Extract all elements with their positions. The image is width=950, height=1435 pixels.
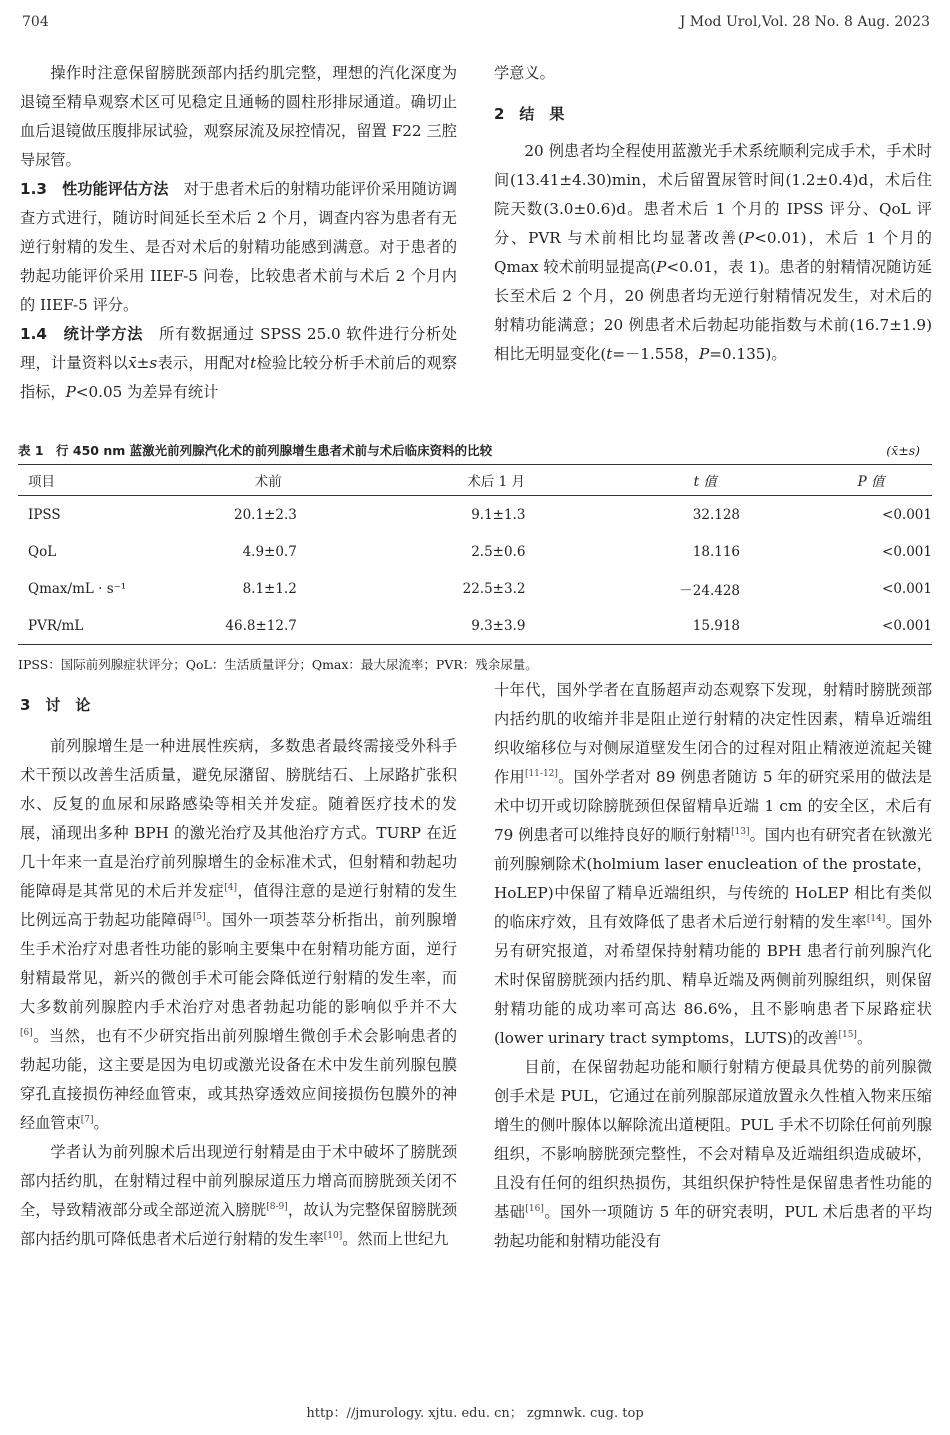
header-p: P 值 — [857, 474, 885, 490]
t-symbol: t — [606, 345, 613, 363]
cell-p: <0.001 — [882, 506, 932, 523]
discussion-right-column — [494, 676, 932, 1256]
table-row — [18, 570, 932, 607]
section-1-3 — [20, 175, 457, 320]
table-1 — [18, 438, 932, 645]
disc-text: 。 — [856, 1029, 873, 1047]
cell-post: 2.5±0.6 — [471, 543, 526, 560]
table-unit: (x̄±s) — [886, 443, 920, 458]
table-row — [18, 533, 932, 570]
citation-ref: [16] — [525, 1203, 544, 1214]
disc-text: ，值得注意的是逆行射精的发生比例远高于勃起功能障碍 — [20, 882, 458, 929]
header-t: t 值 — [693, 474, 717, 490]
discussion-left-column — [20, 691, 457, 1254]
discussion-paragraph-1 — [20, 732, 457, 1138]
results-text-c: <0.01，表 1)。患者的射精情况随访延长至术后 2 个月，20 例患者均无逆行射精情况发生，对术后的射精功能满意；20 例患者术后勃起功能指数与术前(16.7±1.9)相比无明显变化( — [494, 258, 932, 363]
t-symbol: t — [250, 354, 257, 372]
discussion-paragraph-4 — [494, 1053, 932, 1256]
discussion-paragraph-2 — [20, 1138, 457, 1254]
table-header-row — [18, 465, 932, 496]
disc-text: 。 — [93, 1114, 109, 1132]
cell-item: IPSS — [28, 506, 61, 523]
table-caption: 表 1 行 450 nm 蓝激光前列腺汽化术的前列腺增生患者术前与术后临床资料的比较 — [18, 443, 493, 458]
citation-ref: [11-12] — [524, 768, 558, 779]
citation-ref: [6] — [20, 1027, 33, 1038]
disc-text: 。国外一项随访 5 年的研究表明，PUL 术后患者的平均勃起功能和射精功能没有 — [494, 1203, 933, 1250]
cell-pre: 4.9±0.7 — [242, 543, 297, 560]
section-1-4 — [20, 320, 457, 407]
left-column-top — [20, 59, 457, 407]
table-note: IPSS：国际前列腺症状评分；QoL：生活质量评分；Qmax：最大尿流率；PVR：残余尿量。 — [18, 657, 538, 672]
citation-ref: [10] — [323, 1230, 343, 1241]
p-symbol: P — [743, 229, 755, 247]
header-item: 项目 — [28, 474, 55, 490]
footer-url: http：//jmurology. xjtu. edu. cn； zgmnwk. cug. top — [306, 1406, 644, 1421]
cell-t: －24.428 — [679, 582, 741, 599]
cell-t: 15.918 — [692, 617, 741, 634]
header-pre: 术前 — [254, 474, 282, 490]
disc-text: ，故认为完整保留膀胱颈部内括约肌可降低患者术后逆行射精的发生率 — [20, 1201, 458, 1248]
disc-text: 。国外一项荟萃分析指出，前列腺增生手术治疗对患者性功能的影响主要集中在射精功能方面，逆行射精最常见，新兴的微创手术可能会降低逆行射精的发生率，而大多数前列腺腔内手术治疗对患者勃起功能的影响似乎并不大 — [20, 911, 458, 1016]
results-text-d: =－1.558， — [612, 345, 699, 363]
section-1-4-title: 统计学方法 — [63, 325, 144, 343]
citation-ref: [7] — [80, 1114, 94, 1125]
cell-post: 22.5±3.2 — [462, 580, 526, 597]
data-table — [18, 464, 932, 645]
section-1-4-text-b: 表示，用配对 — [157, 354, 251, 372]
cell-t: 18.116 — [692, 543, 741, 560]
continued-text: 学意义。 — [494, 64, 555, 82]
header-post: 术后 1 月 — [467, 474, 525, 490]
p-symbol: P — [656, 258, 667, 276]
cell-p: <0.001 — [882, 580, 932, 597]
discussion-paragraph-3 — [494, 676, 932, 1053]
cell-item: PVR/mL — [28, 617, 84, 634]
p-symbol: P — [698, 345, 710, 363]
section-1-3-text: 对于患者术后的射精功能评价采用随访调查方式进行，随访时间延长至术后 2 个月，调查内容为患者有无逆行射精的发生、是否对术后的射精功能感到满意。对于患者的勃起功能评价采用 IIEF-5 问卷，比较患者术前与术后 2 个月内的 IIEF-5 评分。 — [20, 180, 458, 314]
cell-p: <0.001 — [882, 617, 932, 634]
results-text-e: =0.135)。 — [709, 345, 787, 363]
table-caption-row — [18, 438, 932, 464]
section-1-4-text-a: 所有数据通过 SPSS 25.0 软件进行分析处理，计量资料以 — [20, 325, 458, 372]
cell-item: QoL — [28, 543, 57, 560]
results-text-b: <0.01)，术后 1 个月的 Qmax 较术前明显提高( — [494, 229, 932, 276]
citation-ref: [8-9] — [266, 1201, 288, 1212]
disc-text: 目前，在保留勃起功能和顺行射精方便最具优势的前列腺微创手术是 PUL，它通过在前列腺部尿道放置永久性植入物来压缩增生的侧叶腺体以解除流出道梗阻。PUL 手术不切除任何前列腺组织，不影响膀胱颈完整性，不会对精阜及近端组织造成破坏，且没有任何的组织热损伤，其组织保护特性是保留患者性功能的基础 — [494, 1058, 932, 1221]
journal-header: J Mod Urol,Vol. 28 No. 8 Aug. 2023 — [679, 14, 930, 30]
section-1-4-text-c: 检验比较分析手术前后的观察指标， — [20, 354, 458, 401]
right-column-top — [494, 59, 932, 369]
cell-pre: 46.8±12.7 — [225, 617, 297, 634]
cell-post: 9.1±1.3 — [471, 506, 526, 523]
disc-text: 。然而上世纪九 — [342, 1230, 449, 1248]
disc-text: 。国内也有研究者在钬激光前列腺剜除术(holmium laser enucleation of the prostate，HoLEP)中保留了精阜近端组织，与传统的 HoLEP 相比有类似的临床疗效，且有效降低了患者术后逆行射精的发生率 — [494, 826, 933, 931]
disc-text: 。国外学者对 89 例患者随访 5 年的研究采用的做法是术中切开或切除膀胱颈但保留精阜近端 1 cm 的安全区，术后有 79 例患者可以维持良好的顺行射精 — [494, 768, 933, 844]
section-1-4-number: 1.4 — [20, 325, 47, 343]
cell-pre: 20.1±2.3 — [233, 506, 297, 523]
citation-ref: [13] — [731, 826, 750, 837]
cell-p: <0.001 — [882, 543, 932, 560]
mean-sd-symbol: x̄±s — [128, 354, 158, 372]
cell-pre: 8.1±1.2 — [242, 580, 297, 597]
disc-text: 。国外另有研究报道，对希望保持射精功能的 BPH 患者行前列腺汽化术时保留膀胱颈内括约肌、精阜近端及两侧前列腺组织，则保留射精功能的成功率可高达 86.6%，且不影响患者下尿路症状(lower urinary tract symptoms，LUTS)的改善 — [494, 913, 933, 1047]
p-symbol: P — [65, 383, 76, 401]
table-row — [18, 607, 932, 645]
disc-text: 前列腺增生是一种进展性疾病，多数患者最终需接受外科手术干预以改善生活质量，避免尿潴留、膀胱结石、上尿路扩张积水、反复的血尿和尿路感染等相关并发症。随着医疗技术的发展，涌现出多种 BPH 的激光治疗及其他治疗方式。TURP 在近几十年来一直是治疗前列腺增生的金标准术式，但射精和勃起功能障碍是其常见的术后并发症 — [20, 737, 457, 900]
cell-t: 32.128 — [692, 506, 741, 523]
disc-text: 。当然，也有不少研究指出前列腺增生微创手术会影响患者的勃起功能，这主要是因为电切或激光设备在术中发生前列腺包膜穿孔直接损伤神经血管束，或其热穿透效应间接损伤包膜外的神经血管束 — [20, 1027, 457, 1132]
disc-text: 学者认为前列腺术后出现逆行射精是由于术中破坏了膀胱颈部内括约肌，在射精过程中前列腺尿道压力增高而膀胱颈关闭不全，导致精液部分或全部逆流入膀胱 — [20, 1143, 457, 1219]
disc-text: 十年代，国外学者在直肠超声动态观察下发现，射精时膀胱颈部内括约肌的收缩并非是阻止逆行射精的决定性因素，精阜近端组织收缩移位与对侧尿道壁发生闭合的过程对阻止精液逆流起关键作用 — [494, 681, 932, 786]
citation-ref: [14] — [866, 913, 886, 924]
results-text-a: 20 例患者均全程使用蓝激光手术系统顺利完成手术，手术时间(13.41±4.30)min，术后留置尿管时间(1.2±0.4)d，术后住院天数(3.0±0.6)d。患者术后 1 个月的 IPSS 评分、QoL 评分、PVR 与术前相比均显著改善( — [494, 142, 932, 247]
cell-post: 9.3±3.9 — [471, 617, 526, 634]
table-row — [18, 496, 932, 534]
section-1-4-text-d: <0.05 为差异有统计 — [75, 383, 219, 401]
section-3-heading: 3 讨 论 — [20, 696, 91, 714]
paragraph-method-end: 操作时注意保留膀胱颈部内括约肌完整，理想的汽化深度为退镜至精阜观察术区可见稳定且通畅的圆柱形排尿通道。确切止血后退镜做压腹排尿试验，观察尿流及尿控情况，留置 F22 三腔导尿管。 — [20, 64, 457, 169]
section-1-3-title: 性功能评估方法 — [62, 180, 169, 198]
citation-ref: [4] — [224, 882, 238, 893]
citation-ref: [15] — [838, 1029, 857, 1040]
section-1-3-number: 1.3 — [20, 180, 47, 198]
cell-item: Qmax/mL · s⁻¹ — [28, 580, 127, 597]
citation-ref: [5] — [192, 911, 206, 922]
results-paragraph — [494, 137, 932, 369]
section-2-heading: 2 结 果 — [494, 105, 565, 123]
page-number: 704 — [22, 14, 49, 30]
